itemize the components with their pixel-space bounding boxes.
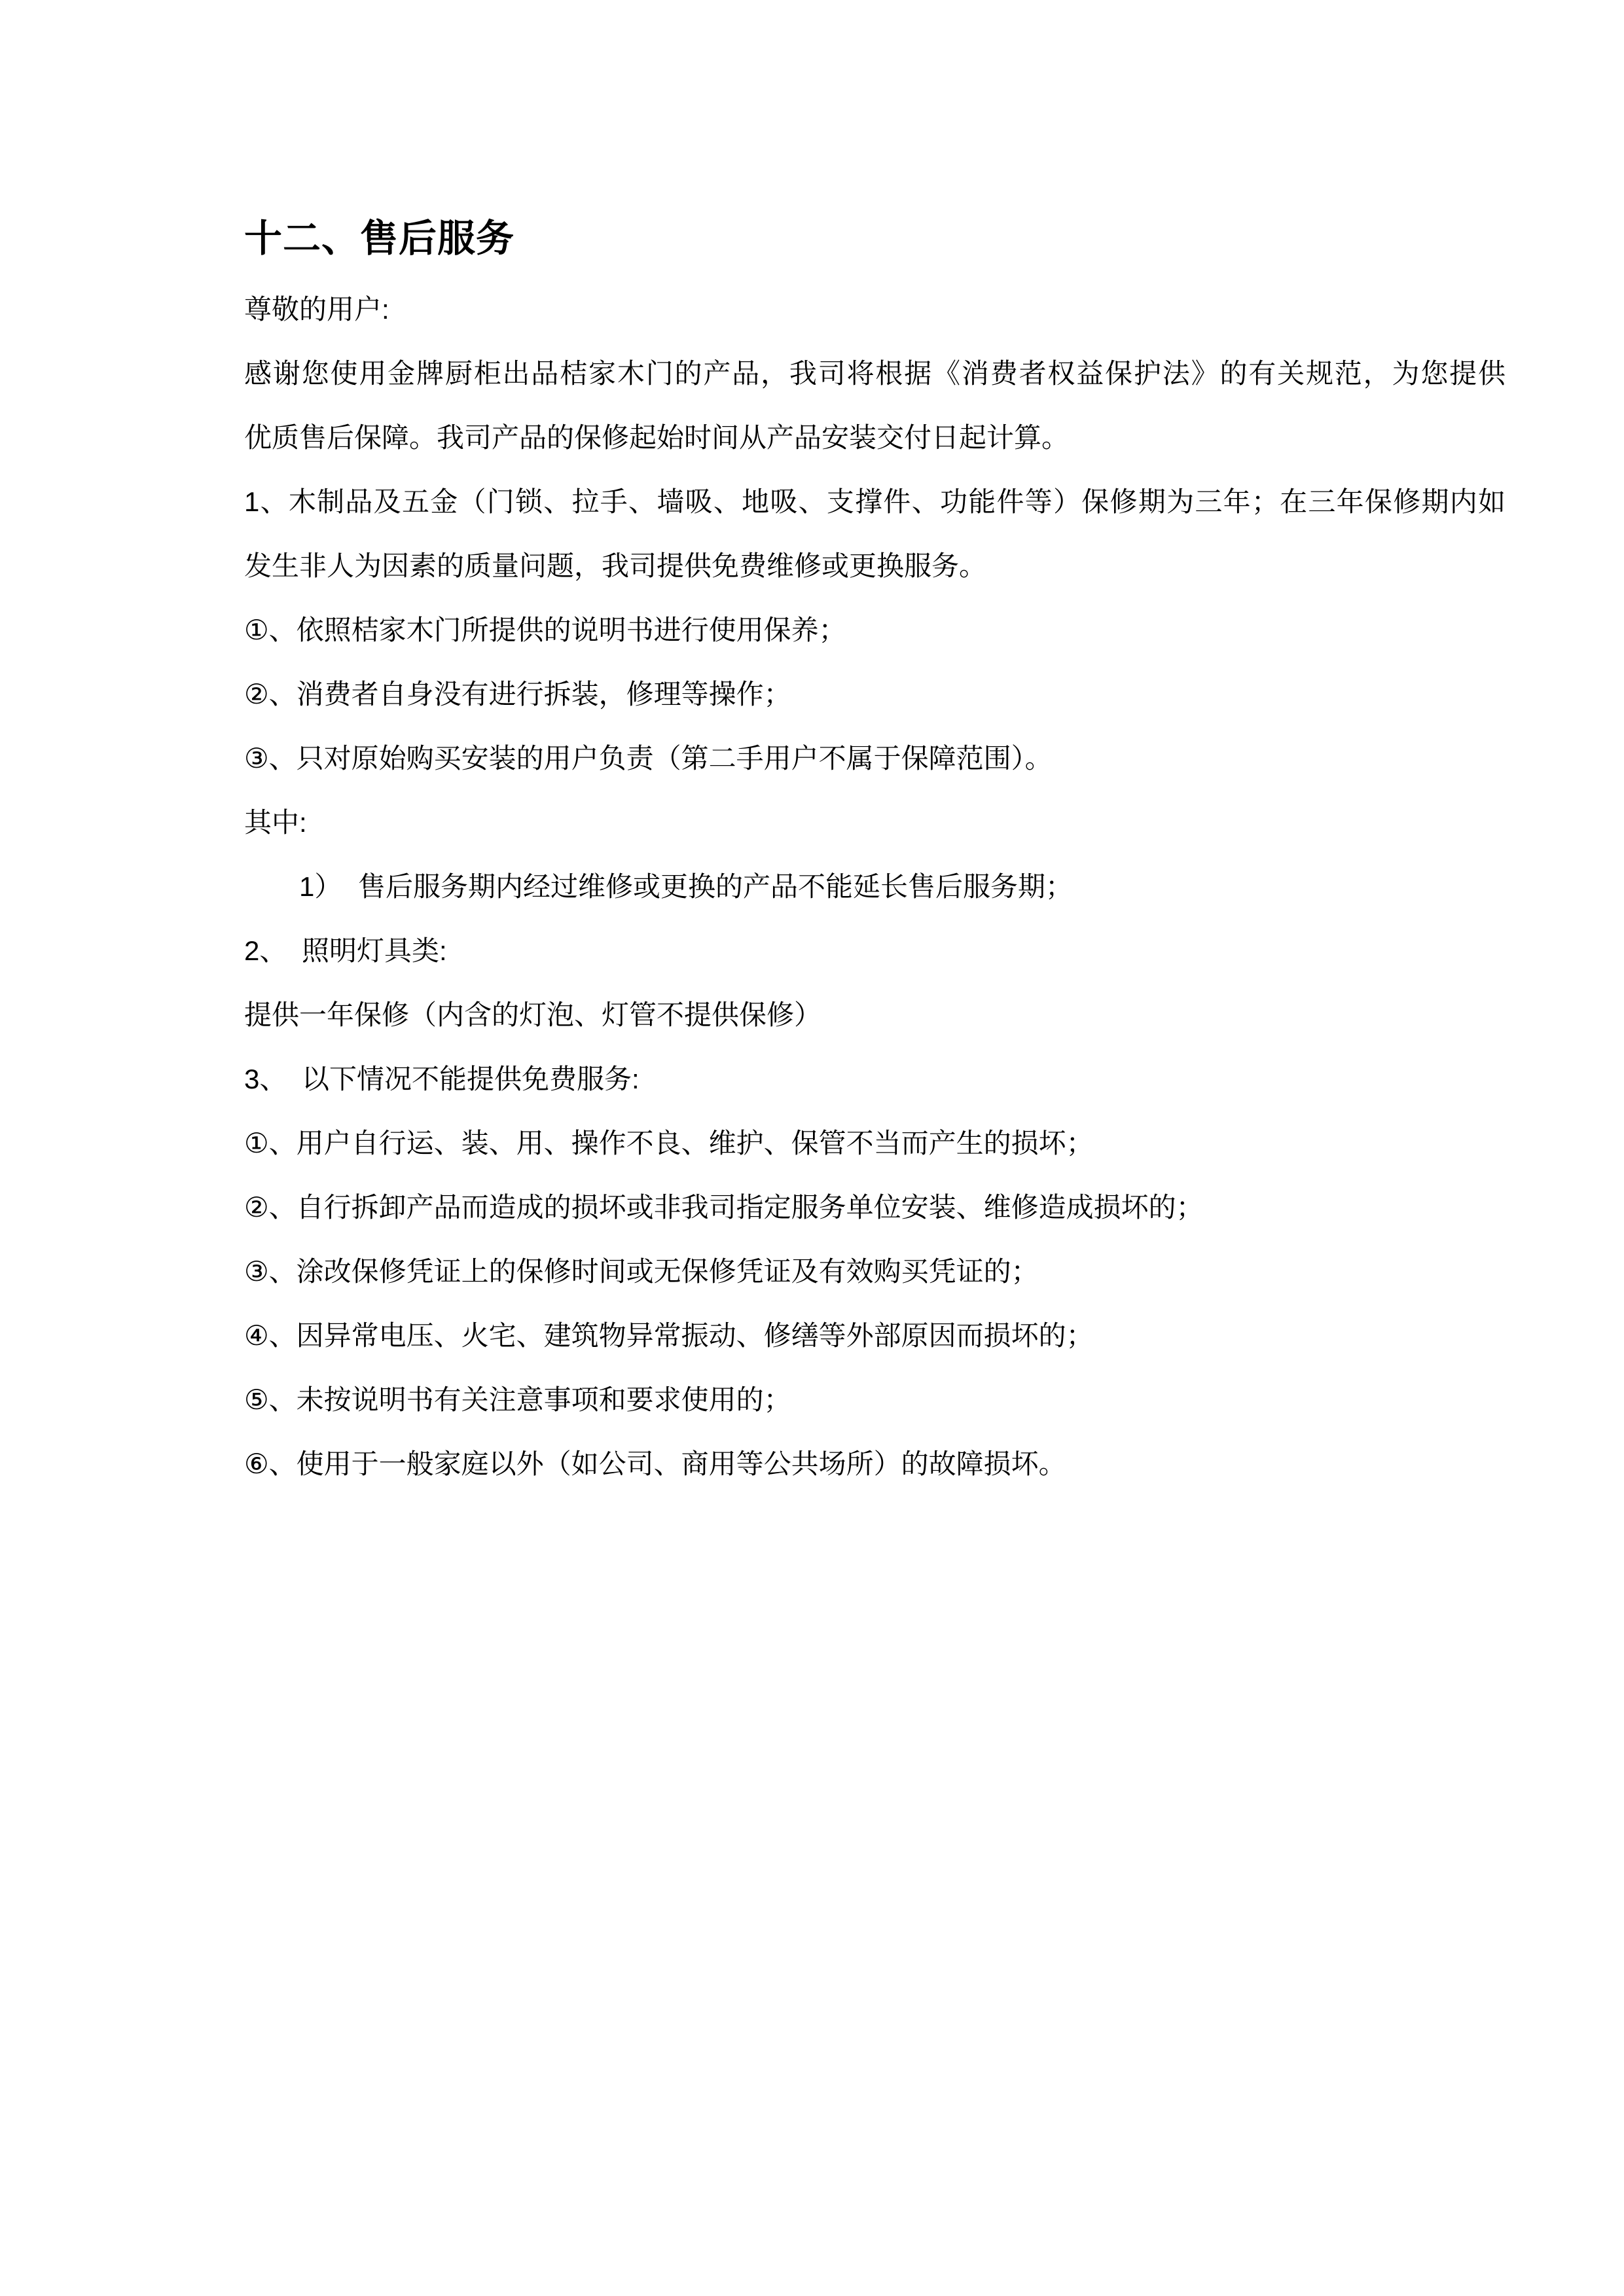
- text-line: [244, 919, 1506, 983]
- text-line: 尊敬的用户:: [244, 294, 389, 325]
- text-line: ⑤、未按说明书有关注意事项和要求使用的；: [244, 1384, 791, 1415]
- list-number: 2、: [244, 935, 287, 966]
- document-body: [244, 278, 1506, 1496]
- text-line: 提供一年保修（内含的灯泡、灯管不提供保修）: [244, 999, 822, 1030]
- text-line: [244, 1047, 1506, 1111]
- list-number: 3、: [244, 1064, 287, 1094]
- text-line: ①、用户自行运、装、用、操作不良、维护、保管不当而产生的损坏；: [244, 1128, 1094, 1158]
- text-line: 发生非人为因素的质量问题，我司提供免费维修或更换服务。: [244, 550, 987, 581]
- text-line: ②、自行拆卸产品而造成的损坏或非我司指定服务单位安装、维修造成损坏的；: [244, 1192, 1204, 1223]
- text-line: ③、涂改保修凭证上的保修时间或无保修凭证及有效购买凭证的；: [244, 1256, 1039, 1287]
- text-line: 其中:: [244, 807, 307, 838]
- text-line: 优质售后保障。我司产品的保修起始时间从产品安装交付日起计算。: [244, 422, 1070, 453]
- page-title: 十二、售后服务: [244, 217, 515, 260]
- list-number: 1）: [299, 871, 342, 902]
- line-text: 售后服务期内经过维修或更换的产品不能延长售后服务期；: [358, 871, 1074, 902]
- text-line: ②、消费者自身没有进行拆装，修理等操作；: [244, 679, 791, 709]
- text-line: ④、因异常电压、火宅、建筑物异常振动、修缮等外部原因而损坏的；: [244, 1320, 1094, 1351]
- line-text: 照明灯具类:: [302, 935, 447, 966]
- text-line: 1、木制品及五金（门锁、拉手、墙吸、地吸、支撑件、功能件等）保修期为三年；在三年保修期内如: [244, 486, 1506, 517]
- text-line: ③、只对原始购买安装的用户负责（第二手用户不属于保障范围）。: [244, 743, 1053, 774]
- text-line: ⑥、使用于一般家庭以外（如公司、商用等公共场所）的故障损坏。: [244, 1448, 1066, 1479]
- text-line: 感谢您使用金牌厨柜出品桔家木门的产品，我司将根据《消费者权益保护法》的有关规范，为您提供: [244, 358, 1506, 389]
- text-line: [244, 855, 1506, 919]
- text-line: ①、依照桔家木门所提供的说明书进行使用保养；: [244, 615, 846, 645]
- line-text: 以下情况不能提供免费服务:: [302, 1064, 640, 1094]
